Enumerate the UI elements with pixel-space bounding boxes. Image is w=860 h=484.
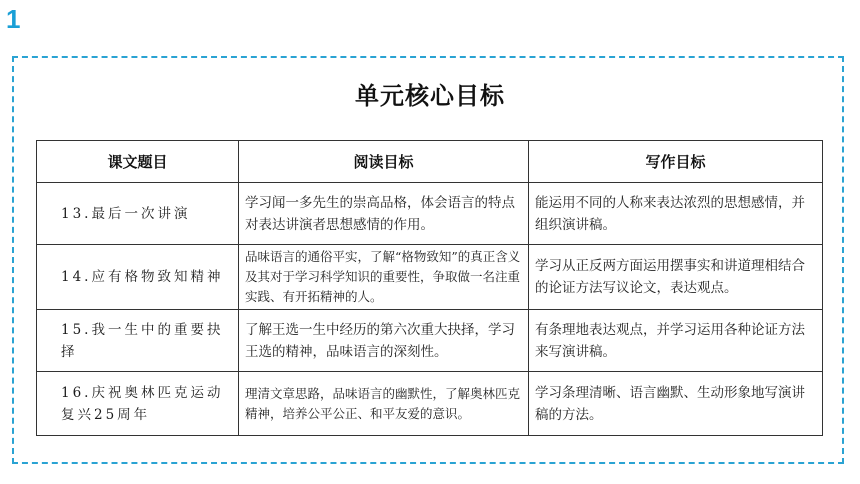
lesson-title-cell: 16.庆祝奥林匹克运动复兴25周年: [37, 372, 239, 436]
lesson-title-cell: 13.最后一次讲演: [37, 183, 239, 245]
reading-goal-cell: 理清文章思路，品味语言的幽默性，了解奥林匹克精神，培养公平公正、和平友爱的意识。: [239, 372, 529, 436]
header-writing-goal: 写作目标: [529, 141, 823, 183]
page-number: 1: [6, 4, 21, 34]
table-row: [37, 310, 823, 372]
table-header-row: [37, 141, 823, 183]
writing-goal-cell: 能运用不同的人称来表达浓烈的思想感情，并组织演讲稿。: [529, 183, 823, 245]
table-row: [37, 183, 823, 245]
header-reading-goal: 阅读目标: [239, 141, 529, 183]
lesson-title-cell: 14.应有格物致知精神: [37, 245, 239, 310]
table-row: [37, 245, 823, 310]
writing-goal-cell: 学习条理清晰、语言幽默、生动形象地写演讲稿的方法。: [529, 372, 823, 436]
page-title: 单元核心目标: [355, 81, 505, 110]
reading-goal-cell: 学习闻一多先生的崇高品格，体会语言的特点对表达讲演者思想感情的作用。: [239, 183, 529, 245]
header-lesson-title: 课文题目: [37, 141, 239, 183]
table-row: [37, 372, 823, 436]
goals-table: [36, 140, 823, 436]
reading-goal-cell: 品味语言的通俗平实，了解“格物致知”的真正含义及其对于学习科学知识的重要性，争取做一名注重实践、有开拓精神的人。: [239, 245, 529, 310]
reading-goal-cell: 了解王选一生中经历的第六次重大抉择，学习王选的精神，品味语言的深刻性。: [239, 310, 529, 372]
writing-goal-cell: 学习从正反两方面运用摆事实和讲道理相结合的论证方法写议论文，表达观点。: [529, 245, 823, 310]
lesson-title-cell: 15.我一生中的重要抉择: [37, 310, 239, 372]
writing-goal-cell: 有条理地表达观点，并学习运用各种论证方法来写演讲稿。: [529, 310, 823, 372]
